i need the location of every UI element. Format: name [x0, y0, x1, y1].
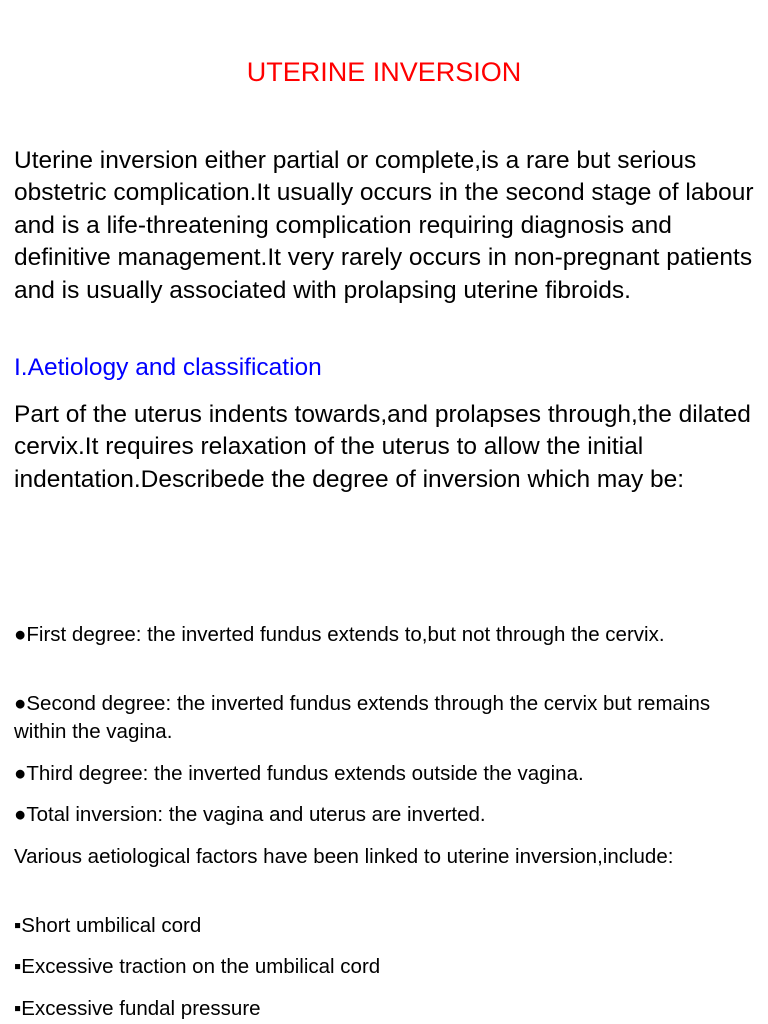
- degree-item-third: ●Third degree: the inverted fundus extends outside the vagina.: [14, 762, 584, 785]
- factor-item-traction: ▪Excessive traction on the umbilical cord: [14, 955, 381, 978]
- section-heading: I.Aetiology and classification: [14, 354, 322, 381]
- page-title: UTERINE INVERSION: [246, 57, 522, 87]
- intro-paragraph: Uterine inversion either partial or complete,is a rare but serious obstetric complication.It usually occurs in the second stage of labour and is a life-threatening complication requiring diagnosis and definitive management.It very rarely occurs in non-pregnant patients and is usually associated with prolapsing uterine fibroids.: [14, 147, 754, 304]
- factor-item-fundal-pressure: ▪Excessive fundal pressure: [14, 997, 261, 1020]
- degree-item-second: ●Second degree: the inverted fundus extends through the cervix but remains within the vagina.: [14, 692, 711, 743]
- factor-item-short-cord: ▪Short umbilical cord: [14, 914, 202, 937]
- degree-item-first: ●First degree: the inverted fundus extends to,but not through the cervix.: [14, 623, 665, 646]
- classification-paragraph: Part of the uterus indents towards,and prolapses through,the dilated cervix.It requires relaxation of the uterus to allow the initial indentation.Describede the degree of inversion which may be:: [14, 401, 751, 493]
- factors-intro-paragraph: Various aetiological factors have been linked to uterine inversion,include:: [14, 845, 674, 868]
- degree-item-total: ●Total inversion: the vagina and uterus are inverted.: [14, 803, 486, 826]
